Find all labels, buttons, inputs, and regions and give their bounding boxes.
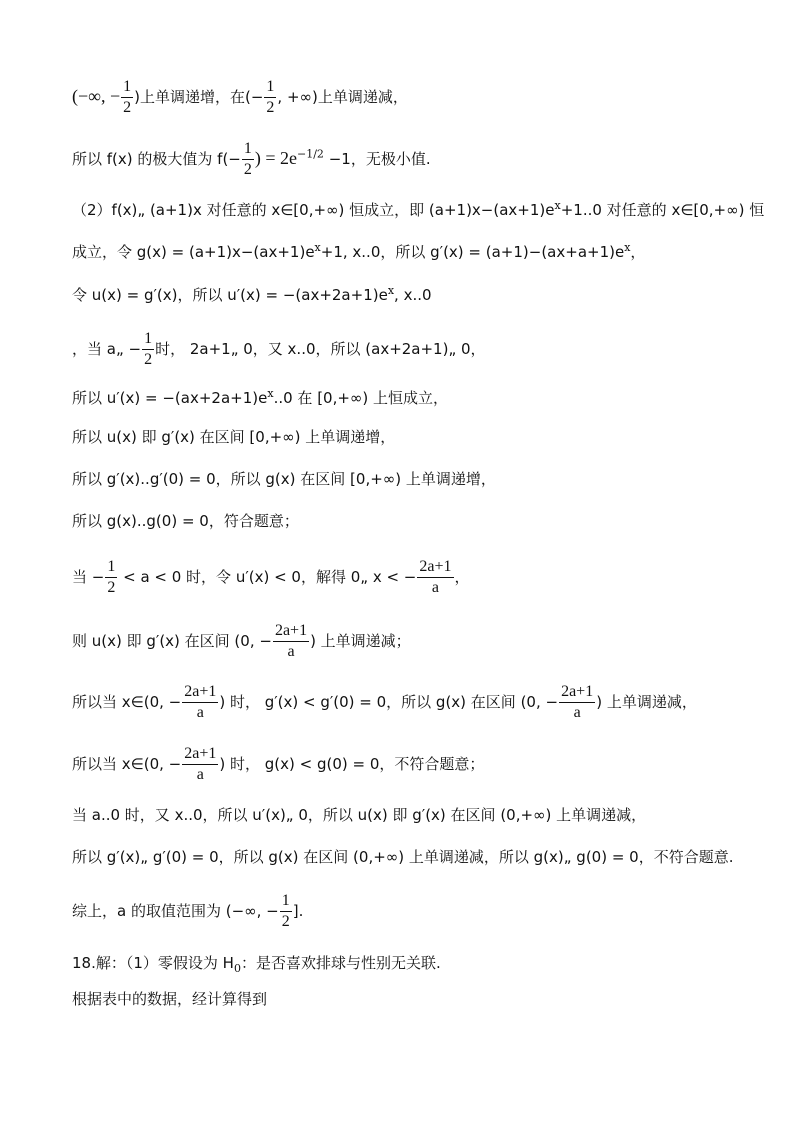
exponent: x	[554, 199, 561, 212]
denominator: 2	[266, 99, 275, 117]
exponent: x	[624, 241, 631, 254]
text-seg: 所以 u′(x) = −(ax+2a+1)e	[72, 389, 268, 408]
denominator: a	[431, 579, 439, 597]
line-9	[72, 472, 496, 488]
numerator: 1	[121, 78, 133, 98]
text-seg: ].	[292, 901, 304, 920]
fraction	[242, 140, 254, 180]
exponent: −1/2	[297, 147, 324, 161]
fraction	[280, 892, 292, 932]
text-seg: 则 u(x) 即 g′(x) 在区间 (0, −	[72, 631, 272, 650]
text-seg: 所以 g′(x)..g′(0) = 0，所以 g(x) 在区间 [0,+∞) 上单调递增，	[72, 470, 496, 488]
fraction	[105, 558, 117, 598]
text-seg: 所以 f(x) 的极大值为 f(−	[72, 149, 241, 168]
denominator: a	[196, 766, 204, 784]
numerator: 1	[105, 558, 117, 578]
text-seg: −1，无极小值.	[323, 149, 431, 168]
text-seg: 当 −	[72, 567, 105, 586]
text-seg: 所以 u(x) 即 g′(x) 在区间 [0,+∞) 上单调递增，	[72, 428, 396, 446]
text-seg: , x..0	[394, 286, 432, 305]
text-seg: (−∞, −	[72, 85, 121, 106]
fraction	[559, 683, 595, 723]
text-seg: +1, x..0，所以 g′(x) = (a+1)−(ax+a+1)e	[320, 243, 625, 262]
numerator: 2a+1	[182, 745, 218, 765]
text-seg: 时， 2a+1„ 0，又 x..0，所以 (ax+2a+1)„ 0，	[155, 339, 486, 358]
numerator: 2a+1	[559, 683, 595, 703]
denominator: 2	[123, 99, 132, 117]
denominator: 2	[107, 579, 116, 597]
fraction	[264, 78, 276, 118]
line-4	[72, 242, 645, 261]
line-13	[72, 683, 697, 723]
line-14	[72, 745, 484, 785]
subscript: 0	[233, 962, 241, 976]
fraction	[182, 745, 218, 785]
fraction	[182, 683, 218, 723]
line-6	[72, 330, 486, 370]
denominator: 2	[281, 913, 290, 931]
denominator: a	[573, 704, 581, 722]
fraction	[273, 622, 309, 662]
text-seg: ，	[454, 567, 470, 586]
text-seg: （2）f(x)„ (a+1)x 对任意的 x∈[0,+∞) 恒成立，即 (a+1)x−(ax+1)e	[72, 201, 555, 220]
line-8	[72, 430, 395, 446]
text-seg: 所以 g′(x)„ g′(0) = 0，所以 g(x) 在区间 (0,+∞) 上单调递减，所以 g(x)„ g(0) = 0，不符合题意.	[72, 848, 734, 866]
text-seg: +1..0 对任意的 x∈[0,+∞) 恒	[560, 201, 765, 220]
text-seg: 当 a..0 时，又 x..0，所以 u′(x)„ 0，所以 u(x) 即 g′(x) 在区间 (0,+∞) 上单调递减，	[72, 806, 647, 824]
fraction	[417, 558, 453, 598]
exponent: x	[387, 284, 395, 297]
text-seg: 根据表中的数据，经计算得到	[72, 990, 268, 1008]
line-18	[72, 956, 441, 974]
text-seg: 令 u(x) = g′(x)，所以 u′(x) = −(ax+2a+1)e	[72, 286, 388, 305]
numerator: 1	[142, 330, 154, 350]
denominator: 2	[243, 161, 252, 179]
denominator: 2	[144, 351, 153, 369]
numerator: 2a+1	[182, 683, 218, 703]
numerator: 1	[242, 140, 254, 160]
fraction	[121, 78, 133, 118]
line-1	[72, 78, 408, 118]
text-seg: ，	[630, 243, 646, 262]
text-seg: 成立，令 g(x) = (a+1)x−(ax+1)e	[72, 243, 315, 262]
line-12	[72, 622, 411, 662]
text-seg: 所以 g(x)..g(0) = 0，符合题意；	[72, 512, 299, 530]
line-11	[72, 558, 470, 598]
line-17	[72, 892, 303, 932]
text-seg: ：是否喜欢排球与性别无关联.	[240, 954, 441, 972]
text-seg: 所以当 x∈(0, −	[72, 754, 182, 773]
text-seg: 综上，a 的取值范围为 (−∞, −	[72, 901, 279, 920]
numerator: 2a+1	[273, 622, 309, 642]
text-seg: ) 上单调递减；	[310, 631, 411, 650]
numerator: 1	[264, 78, 276, 98]
line-5	[72, 285, 432, 304]
text-seg: ) = 2e	[254, 147, 298, 168]
text-seg: ) 上单调递减，	[596, 692, 697, 711]
line-7	[72, 388, 448, 407]
exponent: x	[267, 387, 274, 400]
line-19	[72, 992, 267, 1008]
exponent: x	[314, 241, 321, 254]
text-seg: 所以当 x∈(0, −	[72, 692, 182, 711]
line-3	[72, 200, 764, 219]
line-10	[72, 514, 299, 530]
numerator: 1	[280, 892, 292, 912]
text-seg: 18.解：（1）零假设为 H	[72, 954, 234, 972]
denominator: a	[196, 704, 204, 722]
denominator: a	[287, 643, 295, 661]
text-seg: < a < 0 时，令 u′(x) < 0，解得 0„ x < −	[118, 567, 417, 586]
text-seg: ，当 a„ −	[72, 339, 142, 358]
fraction	[142, 330, 154, 370]
text-seg: ) 时， g′(x) < g′(0) = 0，所以 g(x) 在区间 (0, −	[219, 692, 559, 711]
text-seg: ) 时， g(x) < g(0) = 0，不符合题意；	[219, 754, 485, 773]
line-16	[72, 850, 734, 866]
line-2	[72, 140, 431, 180]
text-seg: , +∞)上单调递减，	[277, 87, 408, 106]
text-seg: ..0 在 [0,+∞) 上恒成立，	[273, 389, 449, 408]
text-seg: )上单调递增，在(−	[134, 87, 264, 106]
line-15	[72, 808, 646, 824]
numerator: 2a+1	[417, 558, 453, 578]
